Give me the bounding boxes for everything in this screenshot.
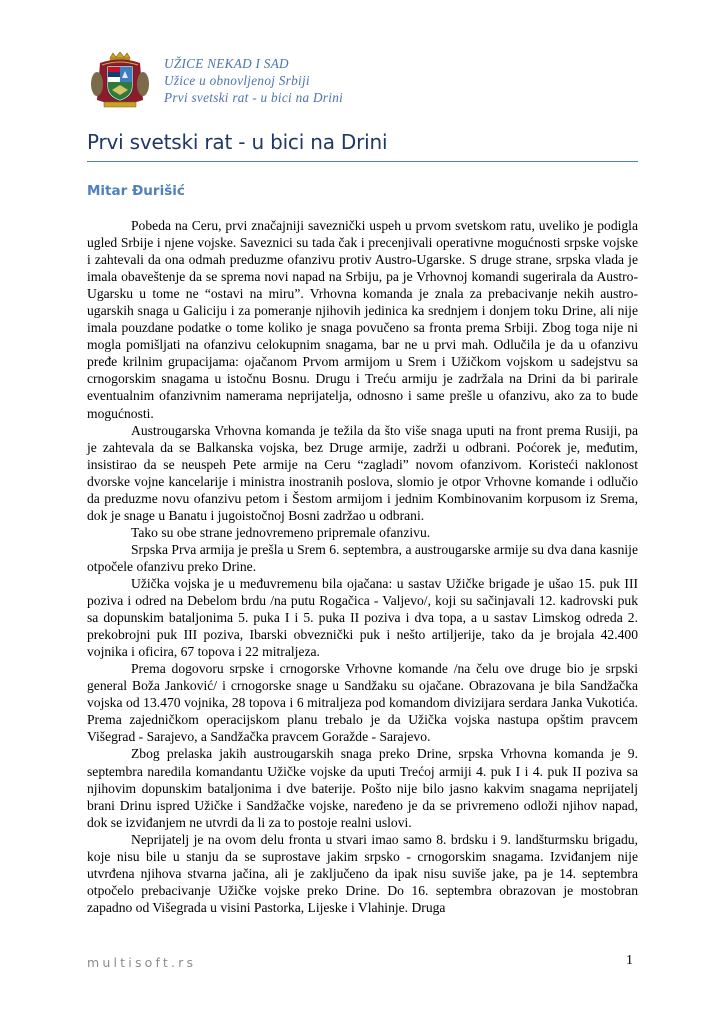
footer-site-name: multisoft.rs <box>87 955 197 970</box>
header-text-block <box>164 55 343 106</box>
title-divider <box>87 161 638 162</box>
page-number: 1 <box>626 953 633 968</box>
coat-of-arms-logo <box>88 50 152 112</box>
paragraph: Prema dogovoru srpske i crnogorske Vrhovne komande /na čelu ove druge bio je srpski general Boža Janković/ i crnogorske snage u Sandžaku su ojačane. Obrazovana je bila Sandžačka vojska od 13.470 vojnika, 28 topova i 6 mitraljeza pod komandom divizijara serdara Janka Vukotića. Prema zajedničkom operacijskom planu trebalo je da Užička vojska nastupa opštim pravcem Višegrad - Sarajevo, a Sandžačka pravcem Goražde - Sarajevo. <box>87 661 638 745</box>
header-line-section: Užice u obnovljenoj Srbiji <box>164 73 310 88</box>
header-line-article: Prvi svetski rat - u bici na Drini <box>164 90 344 105</box>
article-body <box>87 217 638 916</box>
paragraph: Neprijatelj je na ovom delu fronta u stvari imao samo 8. brdsku i 9. landšturmsku brigadu, koje nisu bile u stanju da se suprostave jakim srpsko - crnogorskim snagama. Izviđanjem nije utvrđena njihova stvarna jačina, ali je zaključeno da ipak nisu suviše jake, pa je 14. septembra otpočelo prebacivanje Užičke vojske preko Drine. Do 16. septembra obrazovan je mostobran zapadno od Višegrada u visini Pastorka, Lijeske i Vlahinje. Druga <box>87 831 638 915</box>
paragraph: Tako su obe strane jednovremeno pripremale ofanzivu. <box>131 524 431 540</box>
paragraph: Austrougarska Vrhovna komanda je težila da što više snaga uputi na front prema Rusiji, pa je zahtevala da se Balkanska vojska, bez Druge armije, zadrži u odbrani. Poćorek je, međutim, insistirao da se neuspeh Pete armije na Ceru “zagladi” novom ofanzivom. Koristeći naklonost dvorske vojne kancelarije i ministra inostranih poslova, slomio je otpor Vrhovne komande i odlučio da preduzme novu ofanzivu petom i Šestom armijom i jednim Kombinovanim korpusom iz Srema, dok je snage u Banatu i jugoistočnoj Bosni zadržao u odbrani. <box>87 422 638 523</box>
paragraph: Srpska Prva armija je prešla u Srem 6. septembra, a austrougarske armije su dva dana kasnije otpočele ofanzivu preko Drine. <box>87 541 638 574</box>
author-name: Mitar Đurišić <box>87 183 185 199</box>
header-line-series: UŽICE NEKAD I SAD <box>164 56 289 71</box>
paragraph: Zbog prelaska jakih austrougarskih snaga preko Drine, srpska Vrhovna komanda je 9. septembra naredila komandantu Užičke vojske da uputi Trećoj armiji 4. puk I i 4. puk II poziva sa njihovim dopunskim bataljonima i dve baterije. Pošto nije bilo jasno kakvim snagama neprijatelj brani Drinu ispred Užičke i Sandžačke vojske, naređeno je da se privremeno odloži njihov napad, dok se izviđanjem ne utvrdi da li za to postoje realni uslovi. <box>87 746 638 830</box>
paragraph: Pobeda na Ceru, prvi značajniji saveznički uspeh u prvom svetskom ratu, uveliko je podigla ugled Srbije i njene vojske. Saveznici su tada čak i precenjivali operativne mogućnosti srpske vojske i zahtevali da ona odmah preduzme ofanzivu protiv Austro-Ugarske. S druge strane, srpska vlada je imala obaveštenje da se sprema novi napad na Srbiju, pa je Vrhovnoj komandi sugerirala da Austro-Ugarsku u tome ne “ostavi na miru”. Vrhovna komanda je znala za prebacivanje nekih austro-ugarskih snaga u Galiciju i za pomeranje njihovih jedinica ka srednjem i donjem toku Drine, ali nije imala pouzdane podatke o tome koliko je snaga povučeno sa fronta prema Srbiji. Zbog toga nije ni mogla pomišljati na ofanzivu celokupnim snagama, bar ne u prvi mah. Odlučila je da u ofanzivu pređe krilnim grupacijama: ojačanom Prvom armijom u Srem i Užičkom vojskom u sadejstvu sa crnogorskim snagama u istočnu Bosnu. Drugu i Treću armiju je zadržala na Drini da bi parirale eventualnim ofanzivnim namerama neprijatelja, odnosno i same prešle u ofanzivu, ako za to bude mogućnosti. <box>87 218 638 421</box>
page-header <box>88 50 648 112</box>
paragraph: Užička vojska je u međuvremenu bila ojačana: u sastav Užičke brigade je ušao 15. puk III poziva i odred na Debelom brdu /na putu Rogačica - Valjevo/, koji su sačinjavali 12. kadrovski puk sa dopunskim bataljonima 5. puka I i 5. puka II poziva i dva topa, a u sastav Limskog odreda 2. prekobrojni puk III poziva, Ibarski obveznički puk i nešto artiljerije, tako da je brojala 42.400 vojnika i oficira, 67 topova i 22 mitraljeza. <box>87 575 638 660</box>
page-title: Prvi svetski rat - u bici na Drini <box>87 130 388 154</box>
